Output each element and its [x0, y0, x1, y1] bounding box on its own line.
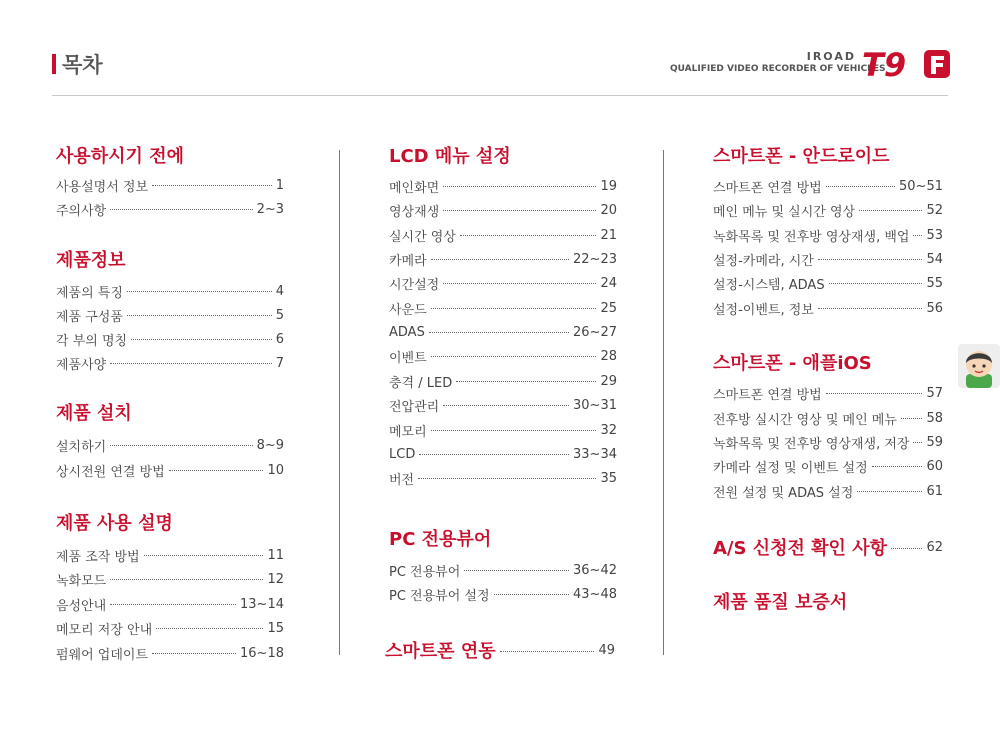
section-title: 스마트폰 - 애플iOS	[713, 353, 872, 374]
toc-entry[interactable]: 스마트폰 연결 방법 50~51	[713, 176, 943, 196]
section-title: 제품 품질 보증서	[713, 592, 848, 613]
toc-entry[interactable]: 음성안내 13~14	[56, 594, 284, 614]
section-title: PC 전용뷰어	[389, 529, 492, 550]
toc-entry[interactable]: PC 전용뷰어 설정 43~48	[389, 584, 617, 604]
assistant-avatar-icon[interactable]	[958, 344, 1000, 388]
toc-entry[interactable]: 사용설명서 정보 1	[56, 175, 284, 195]
logo-model-text: T9	[862, 46, 907, 82]
toc-entry[interactable]: LCD 33~34	[389, 444, 617, 464]
toc-entry[interactable]: 제품 조작 방법 11	[56, 545, 284, 565]
toc-entry[interactable]: 설정-카메라, 시간 54	[713, 249, 943, 269]
toc-entry[interactable]: 사운드 25	[389, 298, 617, 318]
toc-entry[interactable]: 실시간 영상 21	[389, 225, 617, 245]
toc-entry[interactable]: 녹화목록 및 전후방 영상재생, 저장 59	[713, 432, 943, 452]
toc-entry[interactable]: 버전 35	[389, 468, 617, 488]
toc-entry[interactable]: 설정-이벤트, 정보 56	[713, 298, 943, 318]
toc-entry[interactable]: 카메라 설정 및 이벤트 설정 60	[713, 456, 943, 476]
toc-entry[interactable]: 메모리 저장 안내 15	[56, 618, 284, 638]
title-accent-bar	[52, 54, 56, 74]
toc-entry[interactable]: 제품의 특징 4	[56, 281, 284, 301]
section-title: 제품 사용 설명	[56, 513, 173, 534]
toc-entry[interactable]: 전압관리 30~31	[389, 395, 617, 415]
t9-logo	[860, 46, 952, 82]
section-title: 제품 설치	[56, 403, 132, 424]
toc-entry[interactable]: 메인화면 19	[389, 176, 617, 196]
section-title: 제품정보	[56, 250, 126, 271]
header-divider	[52, 95, 948, 96]
page-title: 목차	[62, 53, 103, 77]
toc-section-entry[interactable]: 스마트폰 연동 49	[385, 637, 615, 663]
toc-entry[interactable]: 영상재생 20	[389, 200, 617, 220]
toc-entry[interactable]: 펌웨어 업데이트 16~18	[56, 643, 284, 663]
toc-entry[interactable]: 녹화목록 및 전후방 영상재생, 백업 53	[713, 225, 943, 245]
section-title: 사용하시기 전에	[56, 146, 184, 167]
toc-section-entry[interactable]: A/S 신청전 확인 사항 62	[713, 534, 943, 560]
toc-entry[interactable]: 설치하기 8~9	[56, 435, 284, 455]
toc-entry[interactable]: ADAS 26~27	[389, 322, 617, 342]
brand-name: IROAD	[806, 50, 856, 63]
toc-entry[interactable]: 녹화모드 12	[56, 569, 284, 589]
toc-entry[interactable]: 메인 메뉴 및 실시간 영상 52	[713, 200, 943, 220]
column-divider-right	[663, 150, 664, 655]
toc-entry[interactable]: 상시전원 연결 방법 10	[56, 460, 284, 480]
toc-entry[interactable]: 카메라 22~23	[389, 249, 617, 269]
toc-entry[interactable]: 이벤트 28	[389, 346, 617, 366]
toc-entry[interactable]: 주의사항 2~3	[56, 199, 284, 219]
toc-entry[interactable]: 메모리 32	[389, 420, 617, 440]
column-divider-left	[339, 150, 340, 655]
toc-entry[interactable]: 제품사양 7	[56, 353, 284, 373]
toc-entry[interactable]: 설정-시스템, ADAS 55	[713, 273, 943, 293]
toc-entry[interactable]: PC 전용뷰어 36~42	[389, 560, 617, 580]
toc-entry[interactable]: 전후방 실시간 영상 및 메인 메뉴 58	[713, 408, 943, 428]
section-title: 스마트폰 - 안드로이드	[713, 146, 890, 167]
toc-entry[interactable]: 각 부의 명칭 6	[56, 329, 284, 349]
toc-entry[interactable]: 전원 설정 및 ADAS 설정 61	[713, 481, 943, 501]
toc-entry[interactable]: 시간설정 24	[389, 273, 617, 293]
toc-entry[interactable]: 스마트폰 연결 방법 57	[713, 383, 943, 403]
toc-entry[interactable]: 충격 / LED 29	[389, 371, 617, 391]
section-title: LCD 메뉴 설정	[389, 146, 511, 167]
brand-tagline: QUALIFIED VIDEO RECORDER OF VEHICLES	[670, 64, 886, 74]
toc-entry[interactable]: 제품 구성품 5	[56, 305, 284, 325]
